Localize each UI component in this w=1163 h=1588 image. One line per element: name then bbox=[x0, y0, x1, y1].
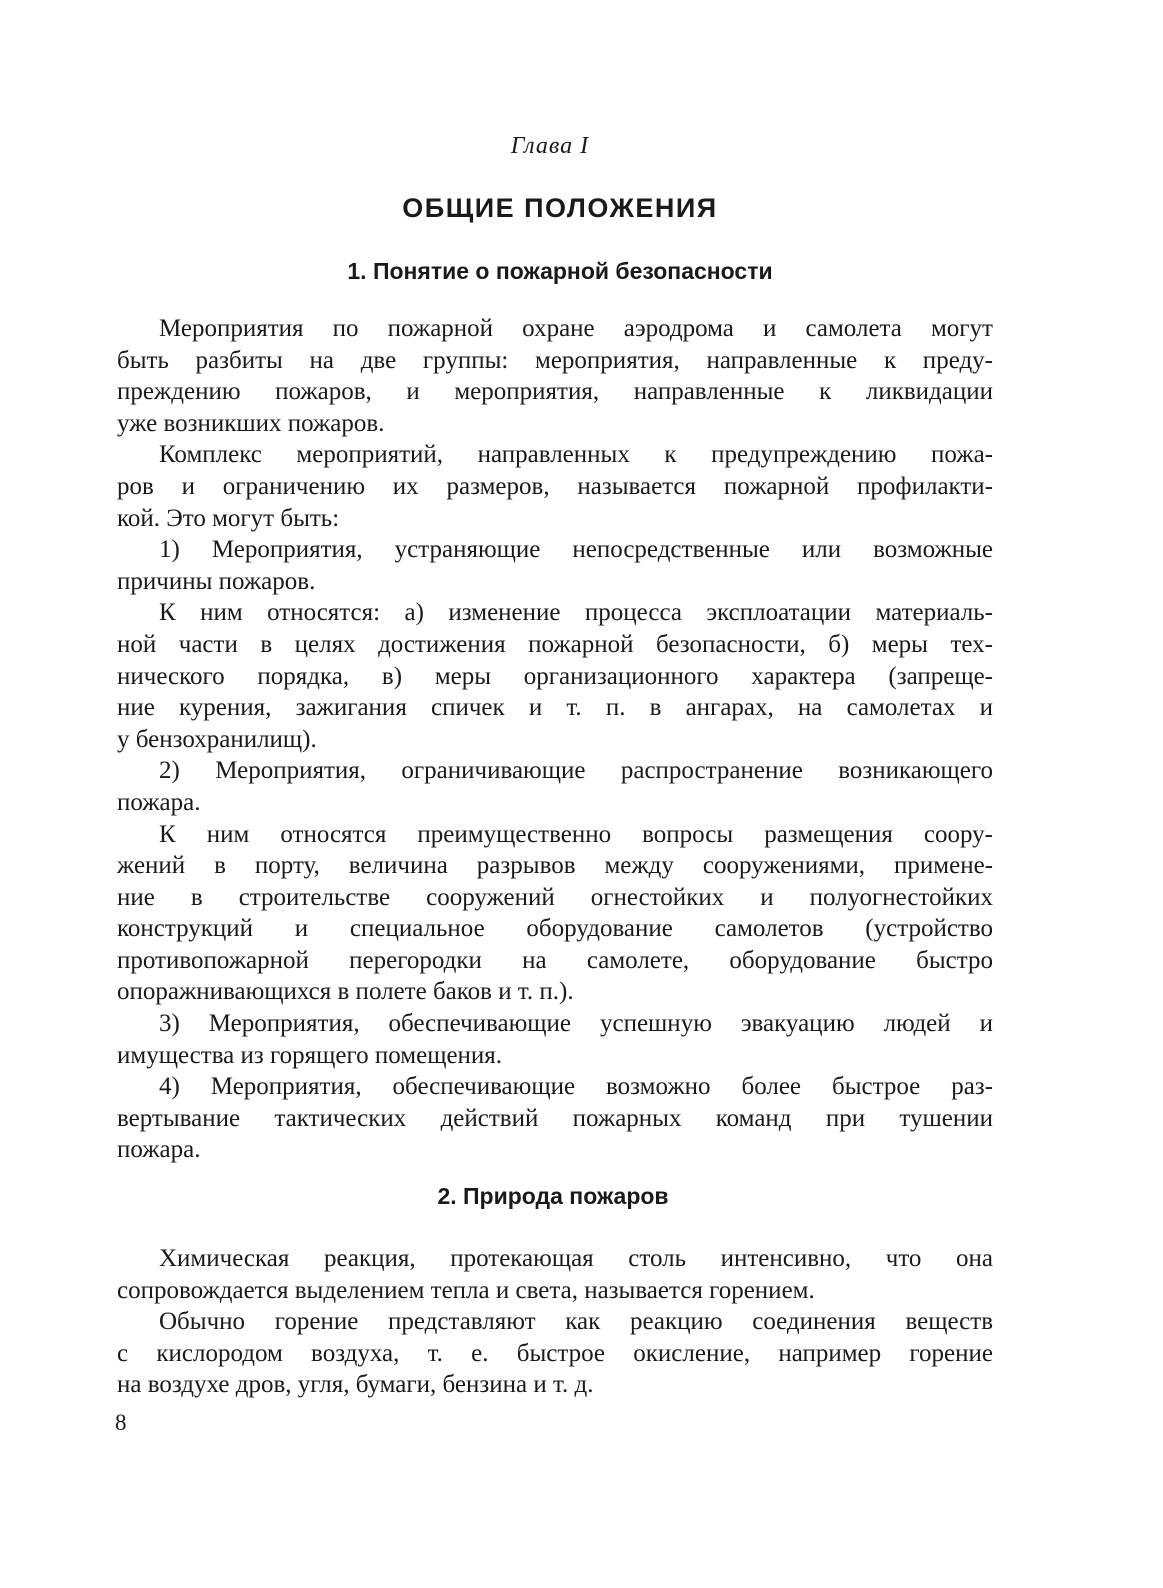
text-line: у бензохранилищ). bbox=[117, 725, 317, 753]
text-line: вертывание тактических действий пожарных команд при тушении bbox=[117, 1104, 993, 1132]
page-number: 8 bbox=[115, 1410, 127, 1435]
text-line: Обычно горение представляют как реакцию соединения веществ bbox=[159, 1308, 993, 1336]
text-line: конструкций и специальное оборудование самолетов (устройство bbox=[117, 915, 993, 943]
text-line: Мероприятия по пожарной охране аэродрома и самолета могут bbox=[159, 315, 993, 342]
text-line: уже возникших пожаров. bbox=[117, 409, 385, 437]
text-line: ров и ограничению их размеров, называется пожарной профилакти- bbox=[117, 472, 993, 500]
text-line: ние в строительстве сооружений огнестойких и полуогнестойких bbox=[117, 883, 993, 911]
text-line: причины пожаров. bbox=[117, 567, 316, 595]
text-line: 3) Мероприятия, обеспечивающие успешную эвакуацию людей и bbox=[159, 1010, 993, 1038]
text-line: жений в порту, величина разрывов между сооружениями, примене- bbox=[117, 852, 993, 880]
text-line: ной части в целях достижения пожарной безопасности, б) меры тех- bbox=[117, 630, 993, 658]
text-line: быть разбиты на две группы: мероприятия, направленные к преду- bbox=[117, 346, 993, 374]
text-line: преждению пожаров, и мероприятия, направленные к ликвидации bbox=[117, 378, 993, 406]
text-line: на воздухе дров, угля, бумаги, бензина и т. д. bbox=[117, 1371, 594, 1399]
section-2-heading: 2. Природа пожаров bbox=[437, 1183, 669, 1209]
text-line: пожара. bbox=[117, 1136, 201, 1164]
text-line: имущества из горящего помещения. bbox=[117, 1041, 503, 1069]
text-line: пожара. bbox=[117, 788, 201, 816]
text-line: Химическая реакция, протекающая столь интенсивно, что она bbox=[159, 1245, 993, 1272]
chapter-title: ОБЩИЕ ПОЛОЖЕНИЯ bbox=[402, 193, 718, 223]
text-line: противопожарной перегородки на самолете, оборудование быстро bbox=[117, 946, 993, 974]
text-line: сопровождается выделением тепла и света, называется горением. bbox=[117, 1276, 815, 1304]
text-line: опоражнивающихся в полете баков и т. п.). bbox=[117, 978, 574, 1006]
text-line: ние курения, зажигания спичек и т. п. в ангарах, на самолетах и bbox=[117, 694, 993, 722]
section-1-heading: 1. Понятие о пожарной безопасности bbox=[347, 258, 773, 284]
text-line: кой. Это могут быть: bbox=[117, 504, 340, 532]
chapter-label: Глава I bbox=[510, 133, 590, 159]
text-line: К ним относятся: а) изменение процесса эксплоатации материаль- bbox=[159, 599, 993, 627]
text-line: 4) Мероприятия, обеспечивающие возможно более быстрое раз- bbox=[159, 1073, 993, 1101]
section-2-body bbox=[117, 1243, 993, 1401]
text-line: 2) Мероприятия, ограничивающие распространение возникающего bbox=[159, 757, 993, 785]
text-line: нического порядка, в) меры организационного характера (запреще- bbox=[117, 662, 993, 690]
text-line: с кислородом воздуха, т. е. быстрое окисление, например горение bbox=[117, 1339, 993, 1367]
text-line: 1) Мероприятия, устраняющие непосредственные или возможные bbox=[159, 536, 993, 564]
section-1-body bbox=[117, 313, 993, 1166]
text-line: К ним относятся преимущественно вопросы размещения соору- bbox=[159, 820, 993, 848]
text-line: Комплекс мероприятий, направленных к предупреждению пожа- bbox=[159, 441, 993, 469]
